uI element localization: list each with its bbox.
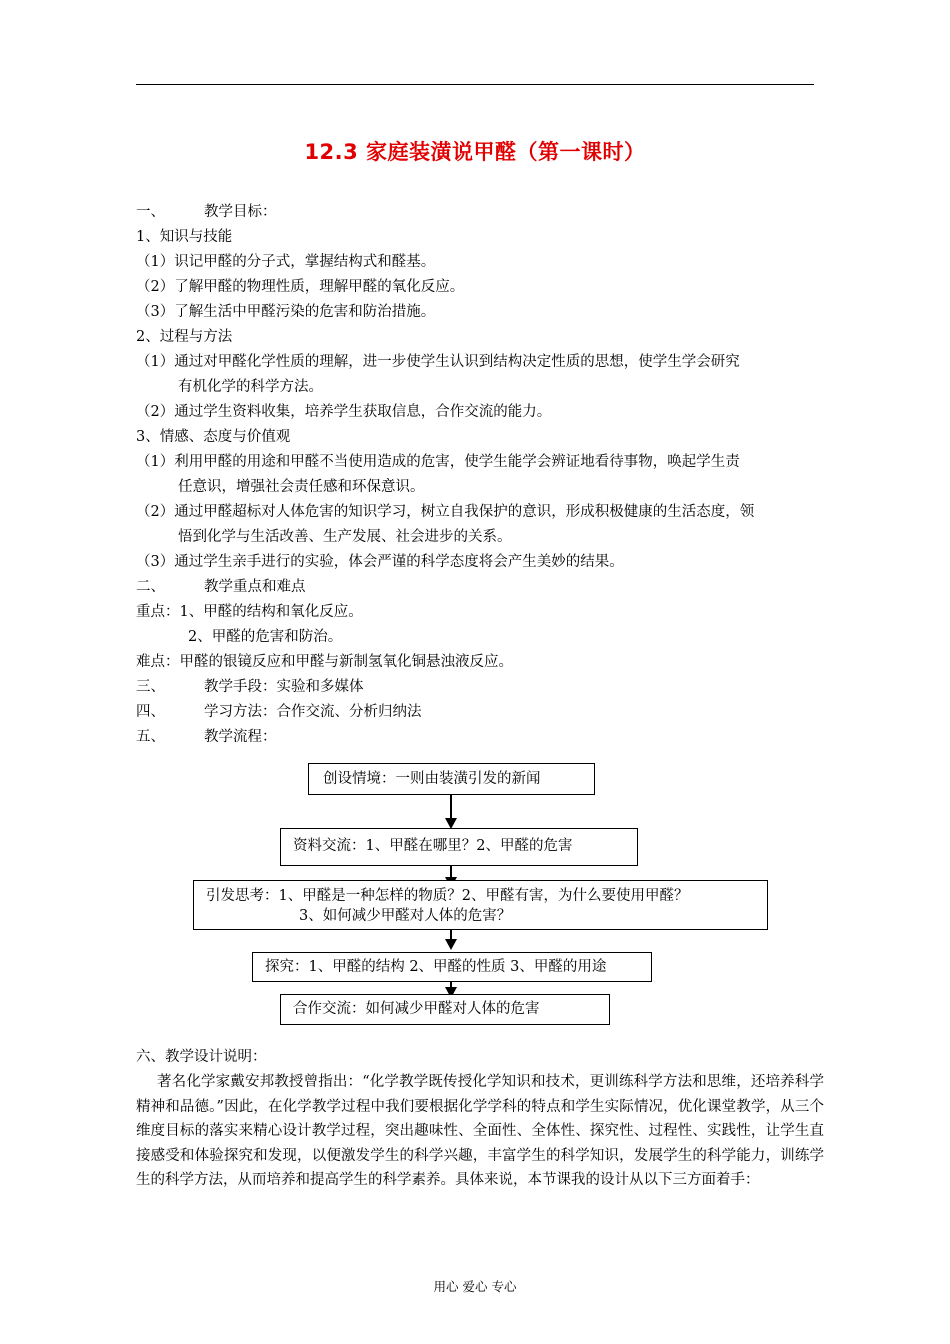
flow-step-4 bbox=[252, 952, 652, 982]
list-item: （2）通过学生资料收集，培养学生获取信息，合作交流的能力。 bbox=[136, 404, 552, 420]
difficulty: 难点：甲醛的银镜反应和甲醛与新制氢氧化铜悬浊液反应。 bbox=[136, 654, 513, 670]
flow-step-1-label: 创设情境：一则由装潢引发的新闻 bbox=[323, 771, 541, 787]
flow-step-3 bbox=[193, 880, 768, 930]
flow-step-5-label: 合作交流：如何减少甲醛对人体的危害 bbox=[293, 1001, 540, 1017]
section-4-label: 学习方法：合作交流、分析归纳法 bbox=[204, 704, 422, 720]
section-5-heading bbox=[136, 727, 277, 747]
section-4-number: 四、 bbox=[136, 704, 165, 720]
list-item-continuation: 有机化学的科学方法。 bbox=[178, 379, 323, 395]
section-4-heading bbox=[136, 702, 422, 722]
key-point-2: 2、甲醛的危害和防治。 bbox=[188, 629, 343, 645]
flow-step-5 bbox=[280, 994, 610, 1025]
flow-arrowhead-3 bbox=[445, 939, 457, 950]
section-2-number: 二、 bbox=[136, 579, 165, 595]
flow-step-2-label: 资料交流：1、甲醛在哪里？2、甲醛的危害 bbox=[293, 838, 573, 854]
list-item-continuation: 任意识，增强社会责任感和环保意识。 bbox=[178, 479, 425, 495]
subsection-attitude: 3、情感、态度与价值观 bbox=[136, 429, 291, 445]
list-item: （1）识记甲醛的分子式，掌握结构式和醛基。 bbox=[136, 254, 436, 270]
section-3-label: 教学手段：实验和多媒体 bbox=[204, 679, 364, 695]
section-5-label: 教学流程： bbox=[204, 729, 277, 745]
section-3-heading bbox=[136, 677, 364, 697]
flow-step-3-line-2: 3、如何减少甲醛对人体的危害？ bbox=[299, 908, 512, 924]
page-title: 12.3 家庭装潢说甲醛（第一课时） bbox=[304, 140, 646, 164]
list-item: （2）了解甲醛的物理性质，理解甲醛的氧化反应。 bbox=[136, 279, 465, 295]
section-2-label: 教学重点和难点 bbox=[204, 579, 306, 595]
flow-step-2 bbox=[280, 828, 638, 866]
key-point-1: 重点：1、甲醛的结构和氧化反应。 bbox=[136, 604, 363, 620]
section-1-label: 教学目标： bbox=[204, 204, 277, 220]
list-item: （2）通过甲醛超标对人体危害的知识学习，树立自我保护的意识，形成积极健康的生活态度，领 bbox=[136, 504, 755, 520]
section-3-number: 三、 bbox=[136, 679, 165, 695]
flow-step-1 bbox=[308, 763, 595, 795]
page-footer: 用心 爱心 专心 bbox=[433, 1279, 517, 1294]
flow-step-3-line-1: 引发思考：1、甲醛是一种怎样的物质？2、甲醛有害，为什么要使用甲醛？ bbox=[206, 888, 689, 904]
design-paragraph: 著名化学家戴安邦教授曾指出：“化学教学既传授化学知识和技术，更训练科学方法和思维，还培养科学精神和品德。”因此，在化学教学过程中我们要根据化学学科的特点和学生实际情况，优化课堂教学，从三个维度目标的落实来精心设计教学过程，突出趣味性、全面性、全体性、探究性、过程性、实践性，让学生直接感受和体验探究和发现，以便激发学生的科学兴趣，丰富学生的科学知识，发展学生的科学能力，训练学生的科学方法，从而培养和提高学生的科学素养。具体来说，本节课我的设计从以下三方面着手： bbox=[136, 1074, 824, 1188]
section-1-number: 一、 bbox=[136, 204, 165, 220]
section-1-heading bbox=[136, 202, 277, 222]
section-6-heading: 六、教学设计说明： bbox=[136, 1049, 267, 1065]
list-item-continuation: 悟到化学与生活改善、生产发展、社会进步的关系。 bbox=[178, 529, 512, 545]
flow-step-4-label: 探究：1、甲醛的结构 2、甲醛的性质 3、甲醛的用途 bbox=[265, 959, 607, 975]
list-item: （1）通过对甲醛化学性质的理解，进一步使学生认识到结构决定性质的思想，使学生学会研究 bbox=[136, 354, 740, 370]
section-2-heading bbox=[136, 577, 306, 597]
section-5-number: 五、 bbox=[136, 729, 165, 745]
subsection-process: 2、过程与方法 bbox=[136, 329, 233, 345]
flow-arrow-1 bbox=[450, 794, 452, 820]
subsection-knowledge: 1、知识与技能 bbox=[136, 229, 233, 245]
list-item: （3）通过学生亲手进行的实验，体会严谨的科学态度将会产生美妙的结果。 bbox=[136, 554, 624, 570]
list-item: （3）了解生活中甲醛污染的危害和防治措施。 bbox=[136, 304, 436, 320]
list-item: （1）利用甲醛的用途和甲醛不当使用造成的危害，使学生能学会辨证地看待事物，唤起学生责 bbox=[136, 454, 740, 470]
header-rule bbox=[136, 84, 814, 85]
